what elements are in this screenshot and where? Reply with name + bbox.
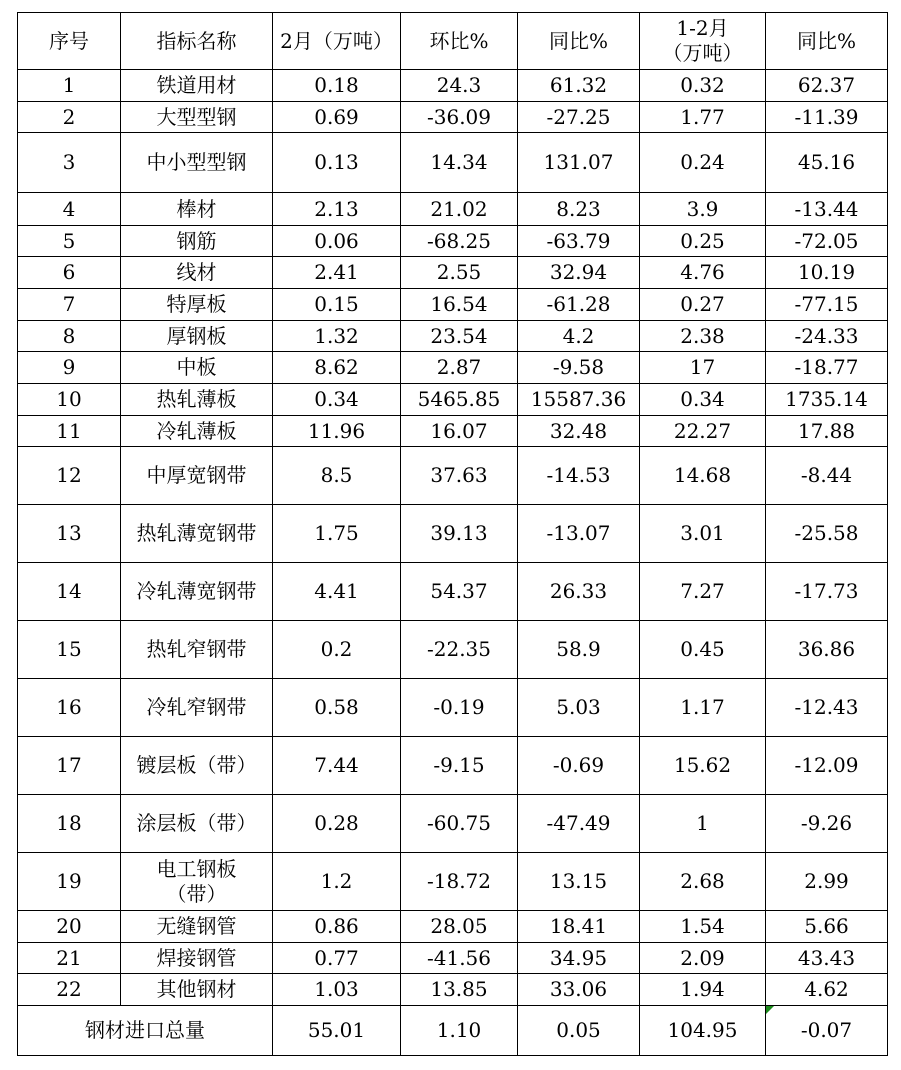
cell-name: 其他钢材 xyxy=(121,974,273,1006)
cell-ytd: 1.17 xyxy=(640,679,766,737)
steel-import-table xyxy=(17,12,888,1056)
cell-mom: 21.02 xyxy=(401,193,518,226)
cell-no: 20 xyxy=(18,911,121,943)
table-row xyxy=(18,321,888,352)
cell-mom: 13.85 xyxy=(401,974,518,1006)
cell-feb: 0.2 xyxy=(273,621,401,679)
cell-feb: 8.62 xyxy=(273,352,401,384)
cell-mom: 14.34 xyxy=(401,133,518,193)
cell-yoy: 13.15 xyxy=(518,853,640,911)
header-cell-no: 序号 xyxy=(18,13,121,70)
cell-mom: 24.3 xyxy=(401,70,518,102)
cell-feb: 1.32 xyxy=(273,321,401,352)
cell-yoy: -63.79 xyxy=(518,226,640,257)
table-body xyxy=(18,13,888,1056)
cell-ytd: 1.54 xyxy=(640,911,766,943)
cell-name: 冷轧窄钢带 xyxy=(121,679,273,737)
table-wrapper xyxy=(17,12,888,1056)
cell-no: 6 xyxy=(18,257,121,289)
cell-yoy: -47.49 xyxy=(518,795,640,853)
cell-mom: -18.72 xyxy=(401,853,518,911)
cell-ytd-yoy: 10.19 xyxy=(766,257,888,289)
cell-ytd-yoy: -24.33 xyxy=(766,321,888,352)
cell-feb: 0.06 xyxy=(273,226,401,257)
total-label: 钢材进口总量 xyxy=(18,1006,273,1056)
table-row xyxy=(18,226,888,257)
cell-feb: 0.69 xyxy=(273,102,401,133)
cell-feb: 0.13 xyxy=(273,133,401,193)
cell-ytd: 17 xyxy=(640,352,766,384)
cell-feb: 11.96 xyxy=(273,416,401,447)
total-mom: 1.10 xyxy=(401,1006,518,1056)
table-row xyxy=(18,563,888,621)
table-row xyxy=(18,416,888,447)
cell-yoy: -13.07 xyxy=(518,505,640,563)
cell-yoy: -61.28 xyxy=(518,289,640,321)
cell-feb: 0.15 xyxy=(273,289,401,321)
cell-mom: 37.63 xyxy=(401,447,518,505)
cell-no: 18 xyxy=(18,795,121,853)
table-row xyxy=(18,352,888,384)
cell-no: 17 xyxy=(18,737,121,795)
cell-ytd: 0.32 xyxy=(640,70,766,102)
cell-yoy: 32.48 xyxy=(518,416,640,447)
cell-ytd: 4.76 xyxy=(640,257,766,289)
cell-yoy: 5.03 xyxy=(518,679,640,737)
cell-yoy: 18.41 xyxy=(518,911,640,943)
cell-ytd: 2.09 xyxy=(640,943,766,974)
cell-name: 特厚板 xyxy=(121,289,273,321)
cell-name: 大型型钢 xyxy=(121,102,273,133)
cell-feb: 2.41 xyxy=(273,257,401,289)
cell-feb: 2.13 xyxy=(273,193,401,226)
header-cell-ytd: 1-2月（万吨） xyxy=(640,13,766,70)
cell-no: 13 xyxy=(18,505,121,563)
cell-name: 涂层板（带） xyxy=(121,795,273,853)
cell-name: 棒材 xyxy=(121,193,273,226)
total-row xyxy=(18,1006,888,1056)
cell-name: 热轧薄板 xyxy=(121,384,273,416)
cell-no: 5 xyxy=(18,226,121,257)
cell-ytd: 15.62 xyxy=(640,737,766,795)
table-row xyxy=(18,621,888,679)
total-ytd-yoy: -0.07 xyxy=(766,1006,888,1056)
cell-ytd-yoy: 5.66 xyxy=(766,911,888,943)
cell-name: 中小型型钢 xyxy=(121,133,273,193)
table-row xyxy=(18,447,888,505)
cell-mom: -0.19 xyxy=(401,679,518,737)
cell-mom: -36.09 xyxy=(401,102,518,133)
cell-name: 线材 xyxy=(121,257,273,289)
cell-yoy: -14.53 xyxy=(518,447,640,505)
cell-feb: 0.28 xyxy=(273,795,401,853)
cell-yoy: 61.32 xyxy=(518,70,640,102)
cell-ytd-yoy: -13.44 xyxy=(766,193,888,226)
cell-name: 中厚宽钢带 xyxy=(121,447,273,505)
table-row xyxy=(18,679,888,737)
cell-ytd-yoy: 43.43 xyxy=(766,943,888,974)
cell-no: 11 xyxy=(18,416,121,447)
cell-yoy: 26.33 xyxy=(518,563,640,621)
cell-ytd: 0.45 xyxy=(640,621,766,679)
cell-ytd: 2.38 xyxy=(640,321,766,352)
total-ytd: 104.95 xyxy=(640,1006,766,1056)
table-row xyxy=(18,193,888,226)
cell-mom: 54.37 xyxy=(401,563,518,621)
cell-ytd: 7.27 xyxy=(640,563,766,621)
cell-ytd: 1 xyxy=(640,795,766,853)
cell-feb: 0.34 xyxy=(273,384,401,416)
cell-no: 9 xyxy=(18,352,121,384)
cell-feb: 1.75 xyxy=(273,505,401,563)
cell-yoy: 4.2 xyxy=(518,321,640,352)
table-row xyxy=(18,257,888,289)
cell-name: 电工钢板（带） xyxy=(121,853,273,911)
cell-ytd-yoy: -17.73 xyxy=(766,563,888,621)
cell-name: 热轧薄宽钢带 xyxy=(121,505,273,563)
cell-yoy: 131.07 xyxy=(518,133,640,193)
header-cell-ytd-yoy: 同比% xyxy=(766,13,888,70)
cell-ytd-yoy: -25.58 xyxy=(766,505,888,563)
cell-no: 7 xyxy=(18,289,121,321)
cell-feb: 0.77 xyxy=(273,943,401,974)
total-feb: 55.01 xyxy=(273,1006,401,1056)
cell-ytd: 3.9 xyxy=(640,193,766,226)
cell-ytd: 14.68 xyxy=(640,447,766,505)
cell-name: 铁道用材 xyxy=(121,70,273,102)
cell-ytd-yoy: 36.86 xyxy=(766,621,888,679)
cell-mom: 2.87 xyxy=(401,352,518,384)
cell-name: 无缝钢管 xyxy=(121,911,273,943)
cell-no: 22 xyxy=(18,974,121,1006)
cell-feb: 1.2 xyxy=(273,853,401,911)
cell-no: 12 xyxy=(18,447,121,505)
cell-ytd: 22.27 xyxy=(640,416,766,447)
cell-mom: 23.54 xyxy=(401,321,518,352)
cell-mom: -22.35 xyxy=(401,621,518,679)
cell-feb: 0.86 xyxy=(273,911,401,943)
cell-yoy: 32.94 xyxy=(518,257,640,289)
cell-name: 厚钢板 xyxy=(121,321,273,352)
cell-mom: 16.07 xyxy=(401,416,518,447)
cell-feb: 1.03 xyxy=(273,974,401,1006)
cell-mom: 16.54 xyxy=(401,289,518,321)
cell-ytd-yoy: 1735.14 xyxy=(766,384,888,416)
cell-no: 3 xyxy=(18,133,121,193)
error-indicator-icon xyxy=(766,1006,774,1014)
table-row xyxy=(18,70,888,102)
cell-ytd-yoy: -18.77 xyxy=(766,352,888,384)
table-row xyxy=(18,911,888,943)
cell-mom: 2.55 xyxy=(401,257,518,289)
cell-no: 19 xyxy=(18,853,121,911)
cell-mom: -68.25 xyxy=(401,226,518,257)
cell-ytd: 1.94 xyxy=(640,974,766,1006)
cell-feb: 8.5 xyxy=(273,447,401,505)
cell-name: 冷轧薄宽钢带 xyxy=(121,563,273,621)
cell-mom: -60.75 xyxy=(401,795,518,853)
cell-ytd-yoy: -12.09 xyxy=(766,737,888,795)
cell-ytd: 0.24 xyxy=(640,133,766,193)
cell-feb: 7.44 xyxy=(273,737,401,795)
header-cell-feb: 2月（万吨） xyxy=(273,13,401,70)
cell-name: 镀层板（带） xyxy=(121,737,273,795)
cell-no: 10 xyxy=(18,384,121,416)
cell-no: 8 xyxy=(18,321,121,352)
cell-name: 热轧窄钢带 xyxy=(121,621,273,679)
table-row xyxy=(18,505,888,563)
table-row xyxy=(18,943,888,974)
cell-ytd: 0.27 xyxy=(640,289,766,321)
table-row xyxy=(18,737,888,795)
cell-name: 中板 xyxy=(121,352,273,384)
cell-no: 2 xyxy=(18,102,121,133)
cell-ytd-yoy: -11.39 xyxy=(766,102,888,133)
cell-mom: -41.56 xyxy=(401,943,518,974)
cell-yoy: 34.95 xyxy=(518,943,640,974)
cell-no: 16 xyxy=(18,679,121,737)
header-cell-name: 指标名称 xyxy=(121,13,273,70)
table-row xyxy=(18,102,888,133)
cell-name: 焊接钢管 xyxy=(121,943,273,974)
cell-yoy: 33.06 xyxy=(518,974,640,1006)
table-row xyxy=(18,133,888,193)
header-cell-mom: 环比% xyxy=(401,13,518,70)
table-row xyxy=(18,289,888,321)
cell-feb: 0.58 xyxy=(273,679,401,737)
cell-ytd: 0.34 xyxy=(640,384,766,416)
cell-mom: 5465.85 xyxy=(401,384,518,416)
cell-feb: 0.18 xyxy=(273,70,401,102)
cell-yoy: 8.23 xyxy=(518,193,640,226)
cell-ytd: 1.77 xyxy=(640,102,766,133)
cell-ytd-yoy: 2.99 xyxy=(766,853,888,911)
cell-ytd-yoy: -9.26 xyxy=(766,795,888,853)
cell-no: 15 xyxy=(18,621,121,679)
cell-yoy: -9.58 xyxy=(518,352,640,384)
total-yoy: 0.05 xyxy=(518,1006,640,1056)
cell-no: 1 xyxy=(18,70,121,102)
cell-no: 4 xyxy=(18,193,121,226)
cell-ytd-yoy: -12.43 xyxy=(766,679,888,737)
cell-ytd: 3.01 xyxy=(640,505,766,563)
cell-ytd-yoy: -77.15 xyxy=(766,289,888,321)
cell-yoy: -0.69 xyxy=(518,737,640,795)
cell-no: 21 xyxy=(18,943,121,974)
header-row xyxy=(18,13,888,70)
cell-ytd: 2.68 xyxy=(640,853,766,911)
cell-mom: 39.13 xyxy=(401,505,518,563)
cell-name: 钢筋 xyxy=(121,226,273,257)
cell-feb: 4.41 xyxy=(273,563,401,621)
cell-no: 14 xyxy=(18,563,121,621)
cell-ytd-yoy: -72.05 xyxy=(766,226,888,257)
cell-mom: 28.05 xyxy=(401,911,518,943)
cell-ytd-yoy: 45.16 xyxy=(766,133,888,193)
table-row xyxy=(18,974,888,1006)
cell-ytd-yoy: 17.88 xyxy=(766,416,888,447)
cell-yoy: -27.25 xyxy=(518,102,640,133)
table-row xyxy=(18,795,888,853)
cell-ytd-yoy: -8.44 xyxy=(766,447,888,505)
cell-ytd-yoy: 62.37 xyxy=(766,70,888,102)
cell-ytd: 0.25 xyxy=(640,226,766,257)
table-row xyxy=(18,384,888,416)
header-cell-yoy: 同比% xyxy=(518,13,640,70)
cell-ytd-yoy: 4.62 xyxy=(766,974,888,1006)
table-row xyxy=(18,853,888,911)
cell-yoy: 58.9 xyxy=(518,621,640,679)
cell-yoy: 15587.36 xyxy=(518,384,640,416)
cell-name: 冷轧薄板 xyxy=(121,416,273,447)
cell-mom: -9.15 xyxy=(401,737,518,795)
